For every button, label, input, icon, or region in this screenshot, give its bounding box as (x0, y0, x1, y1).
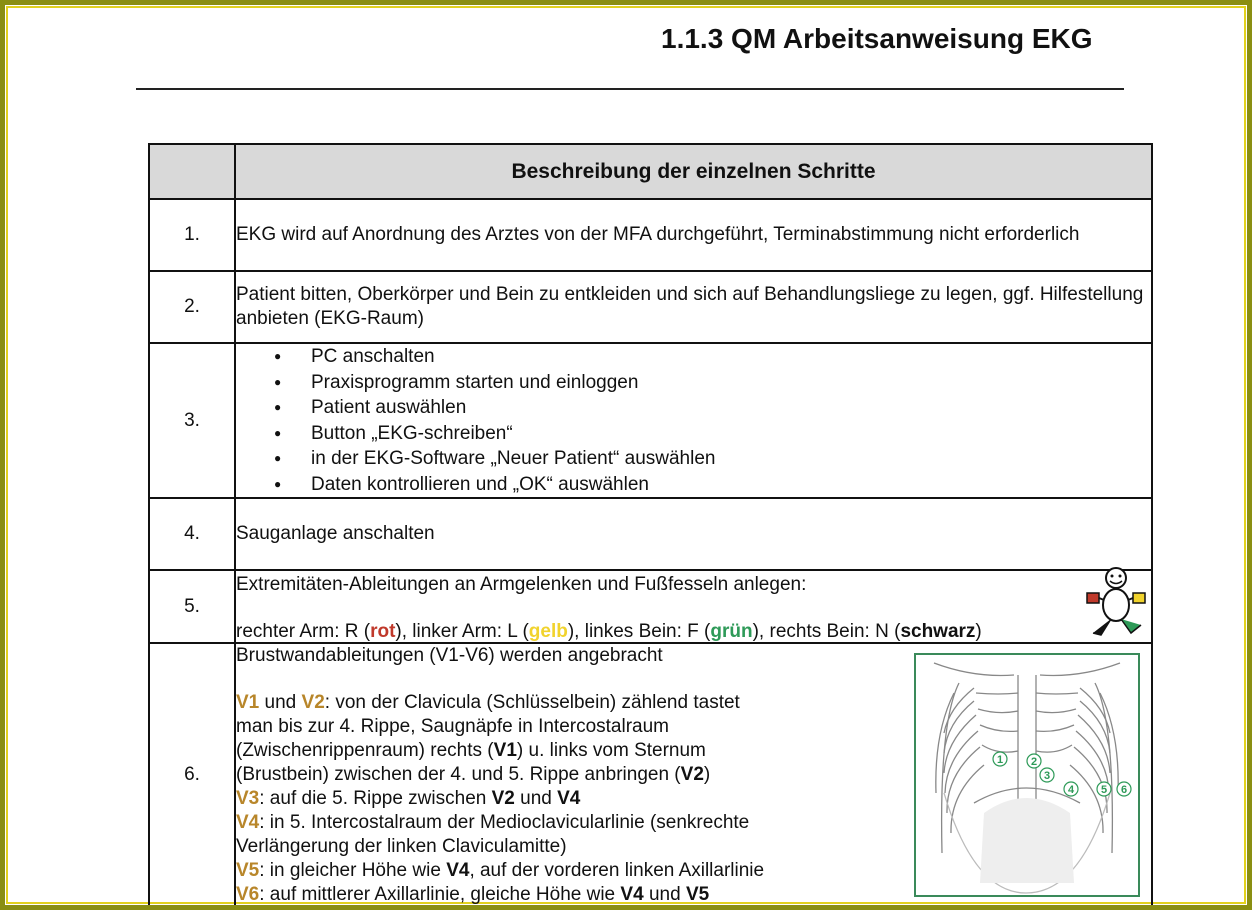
step-number: 2. (149, 271, 235, 343)
title-underline (136, 88, 1124, 90)
chest-leads-text (236, 644, 764, 907)
list-item: ● PC anschalten (274, 344, 1151, 370)
list-item: ● Daten kontrollieren und „OK“ auswählen (274, 472, 1151, 498)
electrode-label: V4 (236, 812, 260, 833)
step-limb-leads-cell (235, 570, 1152, 643)
text-segment: ), linkes Bein: F ( (567, 621, 711, 642)
electrode-label: V1 (236, 692, 260, 713)
electrode-label: V2 (301, 692, 325, 713)
electrode-label: V3 (236, 788, 260, 809)
step-number: 1. (149, 199, 235, 271)
text-segment: ), rechts Bein: N ( (752, 621, 901, 642)
stick-figure-electrodes-icon (1083, 567, 1149, 643)
text-segment: (Zwischenrippenraum) rechts ( (236, 740, 494, 761)
text-segment: ) (703, 764, 711, 785)
step-text: Sauganlage anschalten (235, 498, 1152, 570)
document-title: 1.1.3 QM Arbeitsanweisung EKG (661, 23, 1093, 54)
chest-marker: 4 (1067, 784, 1075, 796)
table-row (149, 199, 1152, 271)
chest-marker: 5 (1100, 784, 1108, 796)
step-number: 6. (149, 643, 235, 907)
step-number: 5. (149, 570, 235, 643)
text-segment: rechter Arm: R ( (236, 621, 371, 642)
chest-leads-intro: Brustwandableitungen (V1-V6) werden angebracht (236, 645, 663, 666)
electrode-label: V5 (236, 860, 260, 881)
electrode-label: V6 (236, 884, 260, 905)
chest-marker: 2 (1030, 756, 1038, 768)
chest-marker: 1 (996, 754, 1004, 766)
color-yellow-label: gelb (528, 621, 568, 642)
step-bullets-cell (235, 343, 1152, 498)
text-segment: : auf mittlerer Axillarlinie, gleiche Höhe wie (259, 884, 621, 905)
electrode-ref: V1 (493, 740, 517, 761)
chest-marker: 6 (1120, 784, 1128, 796)
table-row (149, 343, 1152, 498)
chest-ribcage-diagram (914, 653, 1140, 897)
step-number: 4. (149, 498, 235, 570)
step-text: EKG wird auf Anordnung des Arztes von der MFA durchgeführt, Terminabstimmung nicht erforderlich (235, 199, 1152, 271)
table-row (149, 570, 1152, 643)
list-item: ● Praxisprogramm starten und einloggen (274, 370, 1151, 396)
electrode-ref: V4 (446, 860, 470, 881)
text-segment: ) (975, 621, 982, 642)
text-segment: und (259, 692, 302, 713)
v1-v2-line-1 (236, 691, 764, 715)
electrode-ref: V5 (685, 884, 710, 905)
text-segment: und (643, 884, 686, 905)
v1-v2-line-4 (236, 763, 764, 787)
text-segment: ) u. links vom Sternum (516, 740, 706, 761)
text-segment: : von der Clavicula (Schlüsselbein) zählend tastet (324, 692, 740, 713)
text-segment: : in gleicher Höhe wie (259, 860, 447, 881)
table-row (149, 498, 1152, 570)
color-black-label: schwarz (900, 621, 976, 642)
electrode-ref: V2 (680, 764, 704, 785)
table-header-row (149, 144, 1152, 199)
text-segment: ), linker Arm: L ( (395, 621, 529, 642)
v4-line-2: Verlängerung der linken Claviculamitte) (236, 836, 567, 857)
color-red-label: rot (370, 621, 396, 642)
v5-line (236, 859, 764, 883)
text-segment: : in 5. Intercostalraum der Medioclavicularlinie (senkrechte (259, 812, 750, 833)
header-empty-cell (149, 144, 235, 199)
header-description: Beschreibung der einzelnen Schritte (235, 144, 1152, 199)
text-segment: und (514, 788, 558, 809)
v4-line-1 (236, 811, 764, 835)
text-segment: : auf die 5. Rippe zwischen (259, 788, 492, 809)
table-row (149, 271, 1152, 343)
electrode-ref: V2 (491, 788, 515, 809)
v1-v2-line-2: man bis zur 4. Rippe, Saugnäpfe in Intercostalraum (236, 716, 670, 737)
chest-marker: 3 (1043, 770, 1051, 782)
v3-line (236, 787, 764, 811)
electrode-ref: V4 (620, 884, 644, 905)
list-item: ● in der EKG-Software „Neuer Patient“ auswählen (274, 446, 1151, 472)
step-number: 3. (149, 343, 235, 498)
v6-line (236, 883, 764, 907)
color-green-label: grün (710, 621, 753, 642)
list-item: ● Button „EKG-schreiben“ (274, 421, 1151, 447)
step-text: Patient bitten, Oberkörper und Bein zu entkleiden und sich auf Behandlungsliege zu legen, ggf. Hilfestellung anbieten (EKG-Raum) (235, 271, 1152, 343)
text-segment: (Brustbein) zwischen der 4. und 5. Rippe anbringen ( (236, 764, 681, 785)
step-bullet-list (236, 344, 1151, 497)
limb-leads-intro: Extremitäten-Ableitungen an Armgelenken und Fußfesseln anlegen: (236, 574, 807, 595)
text-segment: , auf der vorderen linken Axillarlinie (469, 860, 765, 881)
limb-leads-colors (236, 620, 982, 644)
electrode-ref: V4 (557, 788, 581, 809)
list-item: ● Patient auswählen (274, 395, 1151, 421)
v1-v2-line-3 (236, 739, 764, 763)
